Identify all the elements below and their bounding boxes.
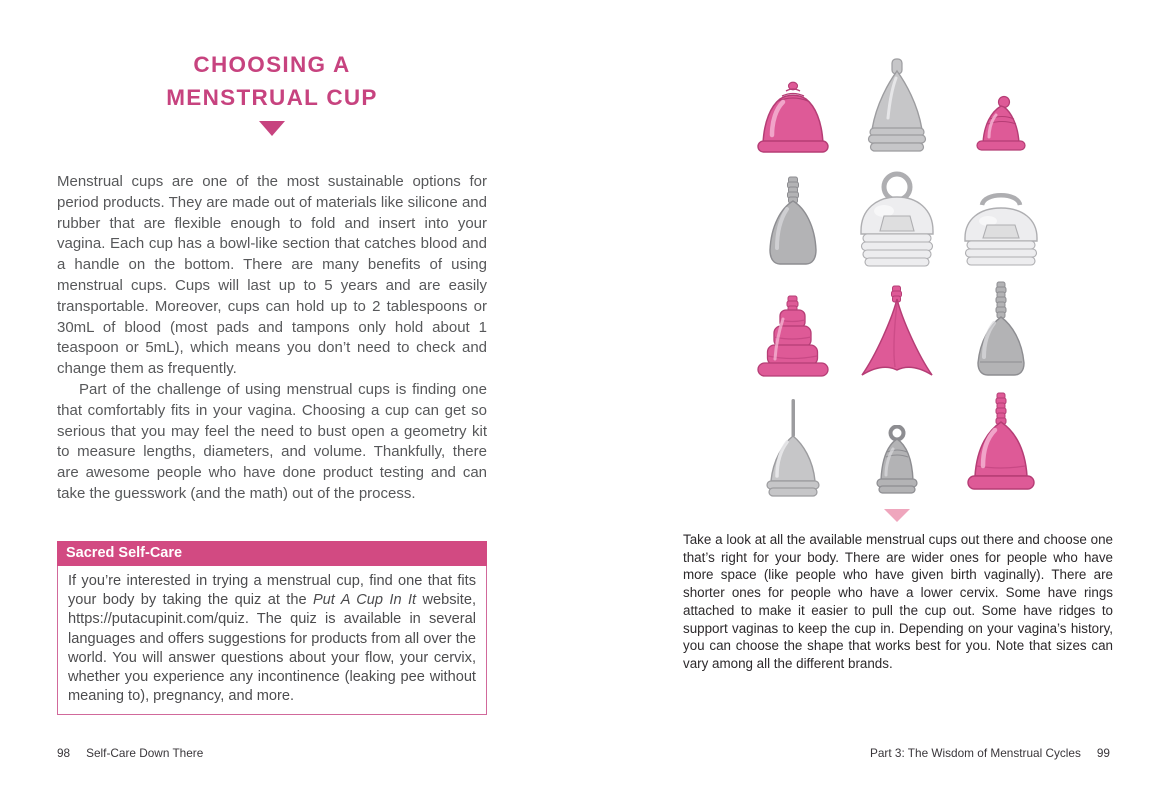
caption-triangle-icon [884,509,910,522]
cup-illustration-tiered [741,268,845,383]
cup-illustration-flat-ring-dome-folded [949,153,1053,268]
paragraph-2: Part of the challenge of using menstrual cups is finding one that comfortably fits in your vagina. Choosing a cup can get so serious that you may feel the need to bust open a geometry kit to measure lengths, diameters, and volume. Thankfully, there are awesome people who have done product testing and can take the guesswork (and the math) out of the process. [57,380,487,502]
page-title-line-1: CHOOSING A [193,52,351,77]
cup-illustration-cone-stem [845,38,949,153]
cup-illustration-long-stem-bell [949,268,1053,383]
cup-illustration-ring-dome-folded [845,153,949,268]
cup-illustration-ball-top-bell [949,38,1053,153]
cup-illustration-peak-triangle [845,268,949,383]
title-triangle-icon [259,121,285,136]
paragraph-1: Menstrual cups are one of the most sustainable options for period products. They are made out of materials like silicone and rubber that are flexible enough to fold and insert into your vagina. Each cup has a bowl-like section that catches blood and a handle on the bottom. There are many benefits of using menstrual cups. Cups will last up to 5 years and are easily transportable. Moreover, cups can hold up to 2 tablespoons or 30mL of blood (most pads and tampons only hold about 1 teaspoon or 5mL), which means you don’t need to check and change them as frequently. [57,173,487,378]
page-number-left: 98 [57,746,71,760]
callout-header: Sacred Self-Care [57,541,487,566]
cup-illustration-stem-bell [741,153,845,268]
body-text [57,172,487,505]
cup-illustration-stem-bell-flared [949,383,1053,498]
footer-left-label: Self-Care Down There [86,746,204,760]
cup-illustration-dome-ridged [741,38,845,153]
sacred-self-care-box [57,541,487,715]
page-title [57,48,487,114]
cup-illustration-loop-bell [845,383,949,498]
callout-body-text: If you’re interested in trying a menstrual cup, find one that fits your body by taking the quiz at the Put A Cup In It website, https://putacupinit.com/quiz. The quiz is available in several languages and offers suggestions for products from all over the world. You will answer questions about your flow, your cervix, whether you experience any incontinence (leaking pee without meaning to), pregnancy, and more. [57,566,487,715]
footer-right-label: Part 3: The Wisdom of Menstrual Cycles [869,746,1081,760]
page-title-line-2: MENSTRUAL CUP [166,85,378,110]
footer-right [870,746,1110,760]
cup-grid [741,38,1053,498]
cup-illustration-thin-stem-bell [741,383,845,498]
footer-left [57,746,203,760]
caption-text: Take a look at all the available menstrual cups out there and choose one that’s right for your body. There are wider ones for people who have more space (like people who have given birth vaginally). There are shorter ones for people who have a lower cervix. Some have rings attached to make it easier to pull the cup out. Some have ridges to support vaginas to keep the cup in. Depending on your vagina’s history, you can choose the shape that works best for you. Note that sizes can vary among all the different brands. [683,532,1113,671]
page-number-right: 99 [1096,746,1110,760]
